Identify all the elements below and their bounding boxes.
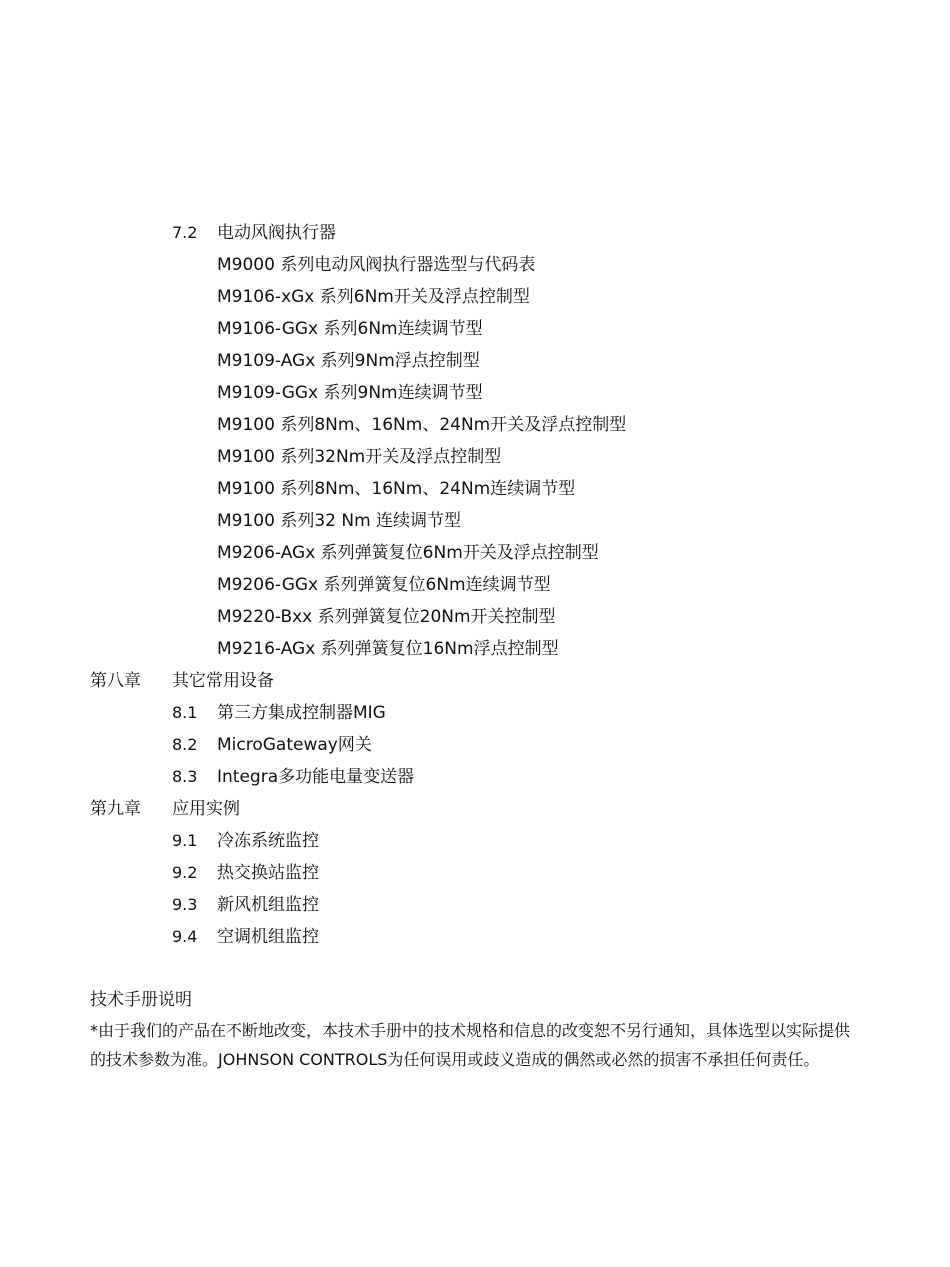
chapter-title: 应用实例: [172, 799, 240, 819]
section-title: 第三方集成控制器MIG: [217, 703, 386, 723]
toc-item-title: M9100 系列8Nm、16Nm、24Nm连续调节型: [217, 479, 576, 499]
section-number: 8.3: [172, 767, 198, 786]
toc-item-title: M9100 系列8Nm、16Nm、24Nm开关及浮点控制型: [217, 415, 627, 435]
section-title: 冷冻系统监控: [217, 831, 319, 851]
note-heading: 技术手册说明: [90, 990, 192, 1010]
toc-item-title: M9100 系列32 Nm 连续调节型: [217, 511, 462, 531]
section-number: 9.1: [172, 831, 198, 850]
section-number: 9.3: [172, 895, 198, 914]
section-number: 9.4: [172, 927, 198, 946]
section-title: 电动风阀执行器: [217, 223, 336, 243]
section-title: 热交换站监控: [217, 863, 319, 883]
toc-item-title: M9220-Bxx 系列弹簧复位20Nm开关控制型: [217, 607, 556, 627]
toc-item-title: M9000 系列电动风阀执行器选型与代码表: [217, 255, 536, 275]
section-number: 9.2: [172, 863, 198, 882]
section-title: 新风机组监控: [217, 895, 319, 915]
section-number: 8.2: [172, 735, 198, 754]
note-body: *由于我们的产品在不断地改变，本技术手册中的技术规格和信息的改变恕不另行通知，具体选型以实际提供的技术参数为准。JOHNSON CONTROLS为任何误用或歧义造成的偶然或必然的损害不承担任何责任。: [90, 1021, 851, 1069]
section-title: 空调机组监控: [217, 927, 319, 947]
manual-note: [90, 987, 865, 1074]
section-title: Integra多功能电量变送器: [217, 767, 415, 787]
section-number: 8.1: [172, 703, 198, 722]
section-number: 7.2: [172, 223, 198, 242]
chapter-title: 其它常用设备: [172, 671, 274, 691]
toc-item-title: M9109-AGx 系列9Nm浮点控制型: [217, 351, 480, 371]
toc-item-title: M9206-AGx 系列弹簧复位6Nm开关及浮点控制型: [217, 543, 599, 563]
chapter-number: 第九章: [90, 799, 141, 819]
toc-item-title: M9100 系列32Nm开关及浮点控制型: [217, 447, 502, 467]
toc-item-title: M9216-AGx 系列弹簧复位16Nm浮点控制型: [217, 639, 559, 659]
chapter-number: 第八章: [90, 671, 141, 691]
toc-item-title: M9106-GGx 系列6Nm连续调节型: [217, 319, 483, 339]
toc-item-title: M9106-xGx 系列6Nm开关及浮点控制型: [217, 287, 530, 307]
toc-item-title: M9109-GGx 系列9Nm连续调节型: [217, 383, 483, 403]
section-title: MicroGateway网关: [217, 735, 372, 755]
toc-item-title: M9206-GGx 系列弹簧复位6Nm连续调节型: [217, 575, 551, 595]
